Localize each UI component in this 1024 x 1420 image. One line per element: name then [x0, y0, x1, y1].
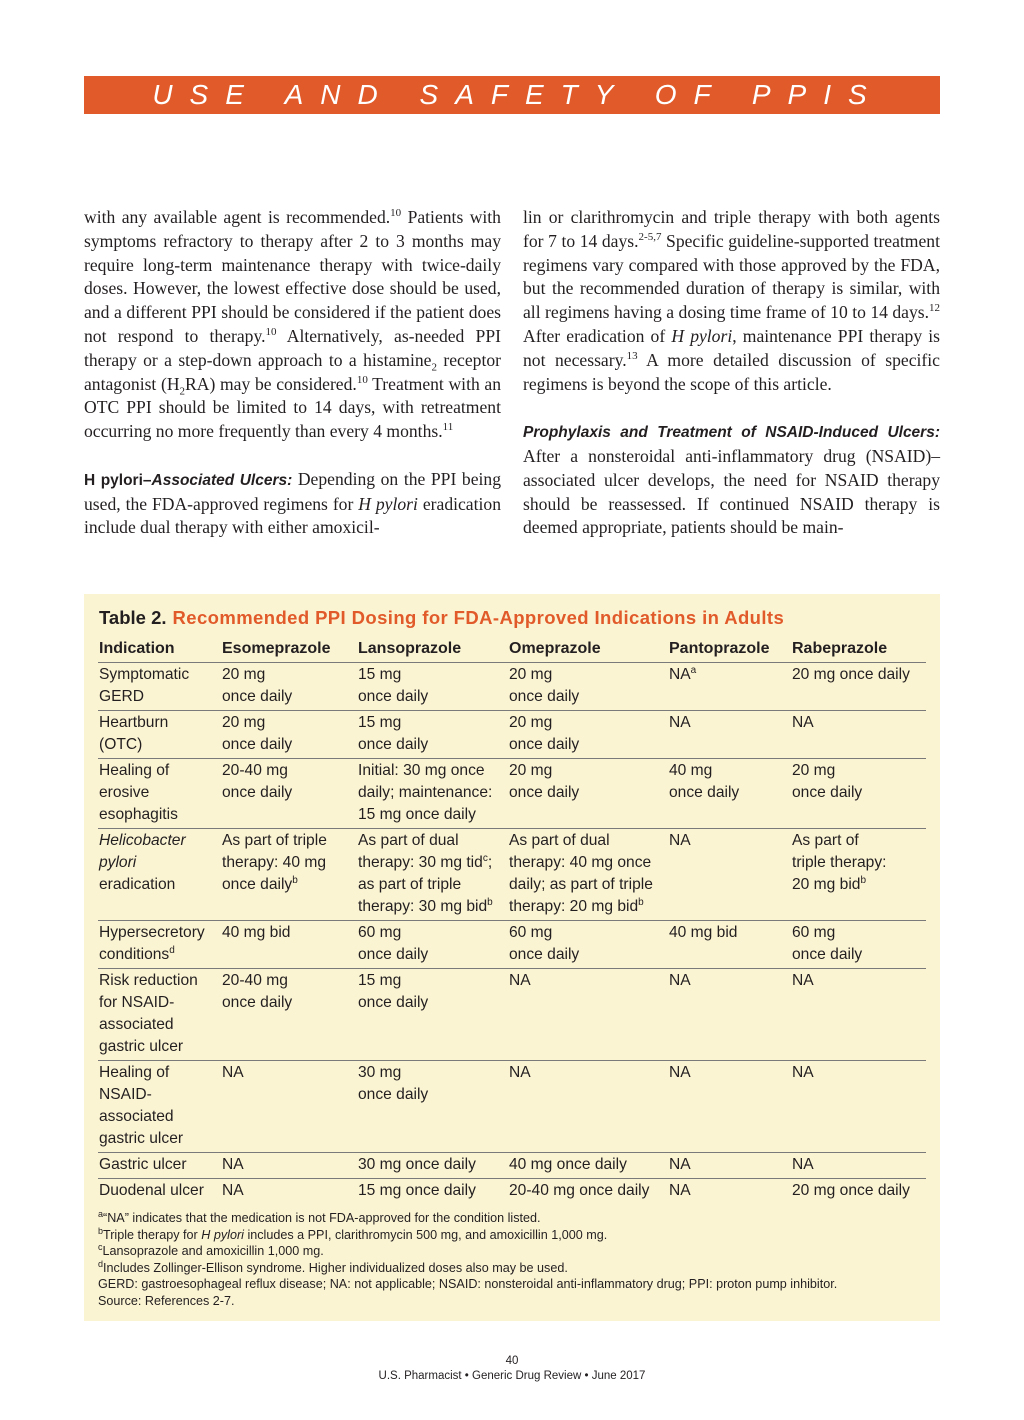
- table-footnotes: [98, 1210, 928, 1310]
- cell-line: therapy: 40 mg: [222, 854, 327, 871]
- cell-line: daily; maintenance:: [358, 784, 493, 801]
- article-column-left: [84, 206, 501, 540]
- footnote: [98, 1227, 928, 1244]
- table-cell: [221, 711, 357, 759]
- table-cell: [668, 663, 791, 711]
- cell-line: 20 mg once daily: [792, 666, 910, 683]
- table-cell: [791, 663, 926, 711]
- footnote-marker: a: [690, 664, 697, 676]
- cell-line: 60 mg: [509, 924, 553, 941]
- subscript: 2: [179, 385, 186, 398]
- italic-text: H pylori: [671, 325, 733, 346]
- table-cell: [221, 1179, 357, 1205]
- cell-line: once daily: [358, 1086, 429, 1103]
- cell-line: 15 mg once daily: [358, 806, 476, 823]
- text-run: After a nonsteroidal anti-inflammatory drug (NSAID)–associated ulcer develops, the need for NSAID therapy should be reassessed. If continued NSAID therapy is deemed appropriate, patients should be main-: [523, 445, 940, 538]
- table-cell: [221, 759, 357, 829]
- cell-line: Heartburn: [99, 714, 169, 731]
- cell-line: NA: [222, 1182, 244, 1199]
- table-title: [99, 607, 784, 629]
- cell-line: NA: [792, 972, 814, 989]
- table-header-row: [98, 638, 926, 663]
- footnote-marker: b: [98, 1225, 104, 1236]
- column-header: Esomeprazole: [221, 638, 357, 663]
- table-cell: [357, 921, 508, 969]
- text-run: Alternatively, as-needed PPI therapy or a step-down approach to a histamine: [84, 325, 501, 370]
- cell-line: NA: [669, 1064, 691, 1081]
- cell-line: once daily: [509, 946, 580, 963]
- cell-line: once daily: [222, 784, 293, 801]
- table-cell: [668, 1061, 791, 1153]
- cell-line: 20 mg: [509, 762, 553, 779]
- runin-part: Associated Ulcers:: [151, 471, 293, 489]
- reference-superscript: 10: [356, 373, 368, 386]
- table-row: [98, 829, 926, 921]
- table-cell: [508, 1179, 668, 1205]
- text-run: Patients with symptoms refractory to therapy after 2 to 3 months may require long-term maintenance therapy with twice-daily doses. However, the lowest effective dose should be used, and a different PPI should be considered if the patient does not respond to therapy.: [84, 207, 501, 346]
- cell-line: esophagitis: [99, 806, 178, 823]
- table-row: [98, 663, 926, 711]
- cell-line: 15 mg once daily: [358, 1182, 476, 1199]
- indication-cell: [98, 921, 221, 969]
- text-run: lin or clarithromycin and triple therapy with both agents for 7 to 14 days.: [523, 207, 940, 251]
- column-header: Pantoprazole: [668, 638, 791, 663]
- table-cell: [221, 829, 357, 921]
- article-paragraph: [523, 420, 940, 540]
- cell-line: once daily: [222, 688, 293, 705]
- cell-line: for NSAID-: [99, 994, 175, 1011]
- footnote: [98, 1243, 928, 1260]
- footnote-marker: b: [487, 896, 493, 908]
- table-cell: [221, 663, 357, 711]
- table-cell: [668, 829, 791, 921]
- cell-line: pylori: [99, 854, 137, 871]
- table-row: [98, 1153, 926, 1179]
- indication-cell: [98, 663, 221, 711]
- table-cell: [668, 711, 791, 759]
- table-cell: [357, 969, 508, 1061]
- cell-line: associated: [99, 1016, 174, 1033]
- column-header: Rabeprazole: [791, 638, 926, 663]
- cell-line: therapy: 40 mg once: [509, 854, 652, 871]
- footnote-text: Includes Zollinger-Ellison syndrome. Higher individualized doses also may be used.: [103, 1260, 568, 1275]
- banner-title: USE AND SAFETY OF PPIS: [152, 79, 884, 110]
- runin-part: Prophylaxis and Treatment of NSAID-Induced Ulcers:: [523, 424, 940, 442]
- footnote: [98, 1260, 928, 1277]
- cell-line: 40 mg once daily: [509, 1156, 627, 1173]
- article-paragraph: [84, 206, 501, 444]
- cell-line: NA: [669, 714, 691, 731]
- table-cell: [791, 1153, 926, 1179]
- section-runin-heading: [84, 472, 292, 489]
- table-cell: [791, 921, 926, 969]
- table-cell: [791, 969, 926, 1061]
- footnote-text: includes a PPI, clarithromycin 500 mg, and amoxicillin 1,000 mg.: [243, 1227, 608, 1242]
- reference-superscript: 2-5,7: [638, 230, 662, 243]
- cell-line: GERD: [99, 688, 145, 705]
- cell-line: NA: [669, 1182, 691, 1199]
- cell-line: gastric ulcer: [99, 1038, 184, 1055]
- cell-line: gastric ulcer: [99, 1130, 184, 1147]
- cell-line: therapy: 30 mg tid: [358, 854, 483, 871]
- cell-line: Duodenal ulcer: [99, 1182, 204, 1199]
- footnote-text: Triple therapy for: [103, 1227, 202, 1242]
- indication-cell: [98, 969, 221, 1061]
- table-cell: [508, 663, 668, 711]
- cell-line: NA: [669, 832, 691, 849]
- cell-line: once daily: [358, 736, 429, 753]
- indication-cell: [98, 1153, 221, 1179]
- column-header: Indication: [98, 638, 221, 663]
- text-run: Depending on the PPI being used, the FDA-approved regimens for: [84, 468, 501, 514]
- table-cell: [791, 829, 926, 921]
- source-note: Source: References 2-7.: [98, 1293, 235, 1308]
- cell-line: NA: [792, 1064, 814, 1081]
- table-cell: [508, 1061, 668, 1153]
- table-cell: [357, 663, 508, 711]
- cell-line: 40 mg bid: [669, 924, 738, 941]
- reference-superscript: 11: [442, 421, 454, 434]
- cell-line: NA: [669, 666, 691, 683]
- cell-line: ;: [487, 854, 493, 871]
- footnote: [98, 1210, 928, 1227]
- cell-line: As part of dual: [358, 832, 459, 849]
- cell-line: once daily: [222, 876, 293, 893]
- table-cell: [357, 1061, 508, 1153]
- italic-text: H pylori: [201, 1227, 244, 1242]
- abbreviations-note: GERD: gastroesophageal reflux disease; NA: not applicable; NSAID: nonsteroidal anti-inflammatory drug; PPI: proton pump inhibitor.: [98, 1277, 838, 1292]
- footnote-marker: b: [638, 896, 644, 908]
- cell-line: 20 mg: [509, 714, 553, 731]
- cell-line: 30 mg once daily: [358, 1156, 476, 1173]
- cell-line: once daily: [358, 946, 429, 963]
- table-cell: [508, 711, 668, 759]
- cell-line: once daily: [509, 688, 580, 705]
- cell-line: eradication: [99, 876, 176, 893]
- table-cell: [791, 1179, 926, 1205]
- cell-line: once daily: [358, 994, 429, 1011]
- cell-line: Initial: 30 mg once: [358, 762, 485, 779]
- cell-line: As part of dual: [509, 832, 610, 849]
- cell-line: 40 mg bid: [222, 924, 291, 941]
- cell-line: associated: [99, 1108, 174, 1125]
- cell-line: 20 mg once daily: [792, 1182, 910, 1199]
- article-paragraph: [523, 206, 940, 396]
- table-caption: Recommended PPI Dosing for FDA-Approved Indications in Adults: [172, 607, 785, 628]
- section-runin-heading: [523, 424, 940, 441]
- table-cell: [221, 969, 357, 1061]
- table-cell: [668, 759, 791, 829]
- cell-line: Hypersecretory: [99, 924, 205, 941]
- cell-line: once daily: [509, 784, 580, 801]
- cell-line: 60 mg: [358, 924, 402, 941]
- indication-cell: [98, 829, 221, 921]
- cell-line: 20 mg: [222, 666, 266, 683]
- text-run: RA) may be considered.: [185, 373, 357, 394]
- reference-superscript: 10: [265, 326, 277, 339]
- text-run: with any available agent is recommended.: [84, 207, 391, 227]
- cell-line: NA: [509, 1064, 531, 1081]
- column-header: Omeprazole: [508, 638, 668, 663]
- footnote-marker: a: [98, 1208, 104, 1219]
- cell-line: once daily: [222, 736, 293, 753]
- table-cell: [668, 1153, 791, 1179]
- cell-line: once daily: [792, 784, 863, 801]
- cell-line: 20-40 mg: [222, 972, 288, 989]
- cell-line: 30 mg: [358, 1064, 402, 1081]
- cell-line: 15 mg: [358, 714, 402, 731]
- footnote-marker: b: [860, 874, 867, 886]
- dosing-table: [98, 638, 926, 1204]
- table-cell: [791, 759, 926, 829]
- cell-line: triple therapy:: [792, 854, 887, 871]
- text-run: A more detailed discussion of specific regimens is beyond the scope of this article.: [523, 349, 940, 394]
- cell-line: 20 mg: [792, 762, 836, 779]
- cell-line: once daily: [358, 688, 429, 705]
- italic-text: H pylori: [358, 493, 418, 514]
- footnote-marker: d: [169, 944, 175, 956]
- footnote-marker: d: [98, 1258, 104, 1269]
- cell-line: As part of: [792, 832, 859, 849]
- table-cell: [508, 1153, 668, 1179]
- runin-part: H pylori–: [84, 471, 152, 489]
- publication-line: U.S. Pharmacist • Generic Drug Review • June 2017: [378, 1370, 646, 1382]
- subscript: 2: [431, 361, 437, 374]
- indication-cell: [98, 1061, 221, 1153]
- cell-line: 20 mg bid: [792, 876, 861, 893]
- cell-line: once daily: [222, 994, 293, 1011]
- cell-line: Gastric ulcer: [99, 1156, 187, 1173]
- table-cell: [357, 1153, 508, 1179]
- table-cell: [508, 829, 668, 921]
- cell-line: NA: [222, 1156, 244, 1173]
- indication-cell: [98, 711, 221, 759]
- cell-line: daily; as part of triple: [509, 876, 653, 893]
- table-cell: [791, 1061, 926, 1153]
- text-run: After eradication of: [523, 325, 672, 346]
- cell-line: erosive: [99, 784, 150, 801]
- text-run: eradication include dual therapy with either amoxicil-: [84, 493, 501, 538]
- table-cell: [508, 969, 668, 1061]
- footnote-text: Lansoprazole and amoxicillin 1,000 mg.: [102, 1244, 324, 1259]
- cell-line: NA: [222, 1064, 244, 1081]
- cell-line: Healing of: [99, 762, 170, 779]
- table-row: [98, 1179, 926, 1205]
- cell-line: once daily: [669, 784, 740, 801]
- cell-line: Risk reduction: [99, 972, 198, 989]
- table-row: [98, 1061, 926, 1153]
- cell-line: as part of triple: [358, 876, 462, 893]
- table-cell: [357, 1179, 508, 1205]
- table-cell: [508, 759, 668, 829]
- cell-line: 15 mg: [358, 972, 402, 989]
- cell-line: 20-40 mg once daily: [509, 1182, 650, 1199]
- table-cell: [357, 759, 508, 829]
- footnote-marker: b: [292, 874, 298, 886]
- indication-cell: [98, 759, 221, 829]
- cell-line: therapy: 20 mg bid: [509, 898, 639, 915]
- cell-line: once daily: [509, 736, 580, 753]
- cell-line: conditions: [99, 946, 170, 963]
- cell-line: therapy: 30 mg bid: [358, 898, 488, 915]
- reference-superscript: 13: [626, 349, 638, 362]
- reference-superscript: 10: [390, 207, 402, 220]
- table-cell: [221, 1153, 357, 1179]
- article-column-right: [523, 206, 940, 540]
- table-row: [98, 921, 926, 969]
- cell-line: NA: [509, 972, 531, 989]
- cell-line: (OTC): [99, 736, 143, 753]
- cell-line: 20-40 mg: [222, 762, 288, 779]
- text-run: receptor antagonist (H: [84, 349, 501, 394]
- cell-line: 15 mg: [358, 666, 402, 683]
- cell-line: As part of triple: [222, 832, 327, 849]
- table-row: [98, 969, 926, 1061]
- table-cell: [357, 829, 508, 921]
- cell-line: NSAID-: [99, 1086, 152, 1103]
- cell-line: 20 mg: [509, 666, 553, 683]
- cell-line: Symptomatic: [99, 666, 190, 683]
- table-label: Table 2.: [99, 607, 167, 628]
- table-row: [98, 759, 926, 829]
- table-cell: [668, 969, 791, 1061]
- table-cell: [668, 1179, 791, 1205]
- cell-line: 60 mg: [792, 924, 836, 941]
- cell-line: NA: [669, 972, 691, 989]
- table-cell: [221, 921, 357, 969]
- indication-cell: [98, 1179, 221, 1205]
- cell-line: NA: [792, 714, 814, 731]
- table-cell: [668, 921, 791, 969]
- table-cell: [357, 711, 508, 759]
- footnote-marker: c: [482, 852, 488, 864]
- table-row: [98, 711, 926, 759]
- table-cell: [221, 1061, 357, 1153]
- cell-line: NA: [792, 1156, 814, 1173]
- table-cell: [791, 711, 926, 759]
- cell-line: 20 mg: [222, 714, 266, 731]
- footnote-marker: c: [98, 1242, 103, 1252]
- cell-line: once daily: [792, 946, 863, 963]
- footnote-text: “NA” indicates that the medication is not FDA-approved for the condition listed.: [103, 1211, 541, 1225]
- dosing-table-box: [84, 594, 940, 1321]
- column-header: Lansoprazole: [357, 638, 508, 663]
- text-run: Treatment with an OTC PPI should be limited to 14 days, with retreatment occurring no more frequently than every 4 months.: [84, 373, 502, 442]
- cell-line: 40 mg: [669, 762, 713, 779]
- text-run: , maintenance PPI therapy is not necessary.: [523, 325, 940, 370]
- article-paragraph: [84, 468, 501, 540]
- cell-line: Helicobacter: [99, 832, 186, 849]
- reference-superscript: 12: [929, 302, 940, 315]
- section-banner: [84, 76, 940, 114]
- cell-line: NA: [669, 1156, 691, 1173]
- table-cell: [508, 921, 668, 969]
- text-run: Specific guideline-supported treatment regimens vary compared with those approved by the FDA, but the recommended duration of therapy is similar, with all regimens having a dosing time frame of 10 to 14 days.: [523, 230, 940, 323]
- cell-line: Healing of: [99, 1064, 170, 1081]
- page-number: 40: [505, 1355, 519, 1367]
